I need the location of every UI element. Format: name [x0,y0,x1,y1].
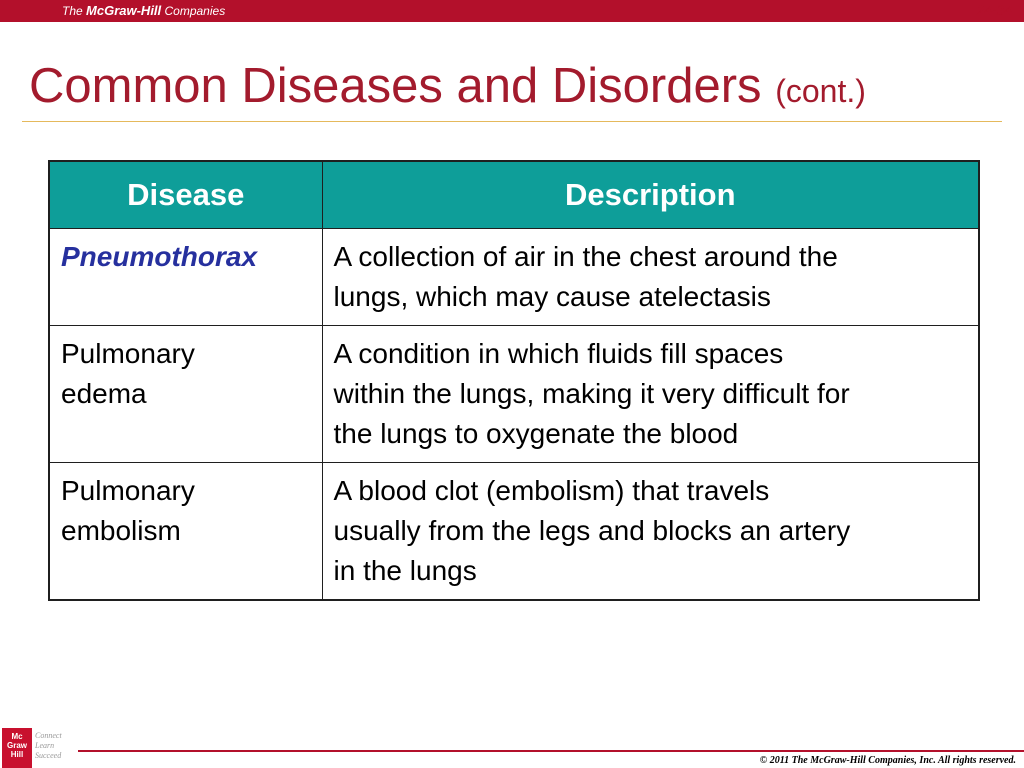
disease-cell [49,463,322,601]
title-divider [22,121,1002,122]
tagline-line: Connect [35,731,62,740]
description-cell [322,326,979,463]
description-line: within the lungs, making it very difficult for [333,378,850,409]
brand-name: McGraw-Hill [86,3,162,18]
title-suffix: (cont.) [775,73,866,109]
logo-text-line: Hill [10,750,24,759]
description-line: A collection of air in the chest around the [333,241,838,272]
table-row [49,326,979,463]
mcgraw-hill-logo [2,728,32,768]
description-line: lungs, which may cause atelectasis [333,281,771,312]
disease-line: Pulmonary [61,338,195,369]
disease-cell [49,326,322,463]
brand-prefix: The [62,4,83,18]
logo-tagline [35,731,62,761]
slide-number: 24-34 [977,3,1012,19]
logo-text-line: Mc [11,732,23,741]
description-line: in the lungs [333,555,477,586]
table-header-row [49,161,979,229]
table-row [49,463,979,601]
title-main: Common Diseases and Disorders [29,59,762,113]
footer-divider [78,750,1024,752]
brand-label [62,3,225,18]
disease-line: edema [61,378,147,409]
column-header-disease: Disease [49,161,322,229]
disease-table [48,160,980,601]
disease-term-highlighted: Pneumothorax [61,241,258,272]
disease-cell [49,229,322,326]
description-cell [322,463,979,601]
description-line: usually from the legs and blocks an artery [333,515,851,546]
description-cell [322,229,979,326]
disease-line: Pulmonary [61,475,195,506]
table-row [49,229,979,326]
header-bar [0,0,1024,22]
tagline-line: Succeed [35,751,62,760]
page-title [29,56,866,121]
description-line: the lungs to oxygenate the blood [333,418,739,449]
brand-suffix: Companies [164,4,226,18]
column-header-description: Description [322,161,979,229]
description-line: A blood clot (embolism) that travels [333,475,770,506]
disease-line: embolism [61,515,181,546]
copyright-notice: © 2011 The McGraw-Hill Companies, Inc. All rights reserved. [759,755,1016,766]
tagline-line: Learn [35,741,55,750]
logo-text-line: Graw [6,741,27,750]
description-line: A condition in which fluids fill spaces [333,338,784,369]
